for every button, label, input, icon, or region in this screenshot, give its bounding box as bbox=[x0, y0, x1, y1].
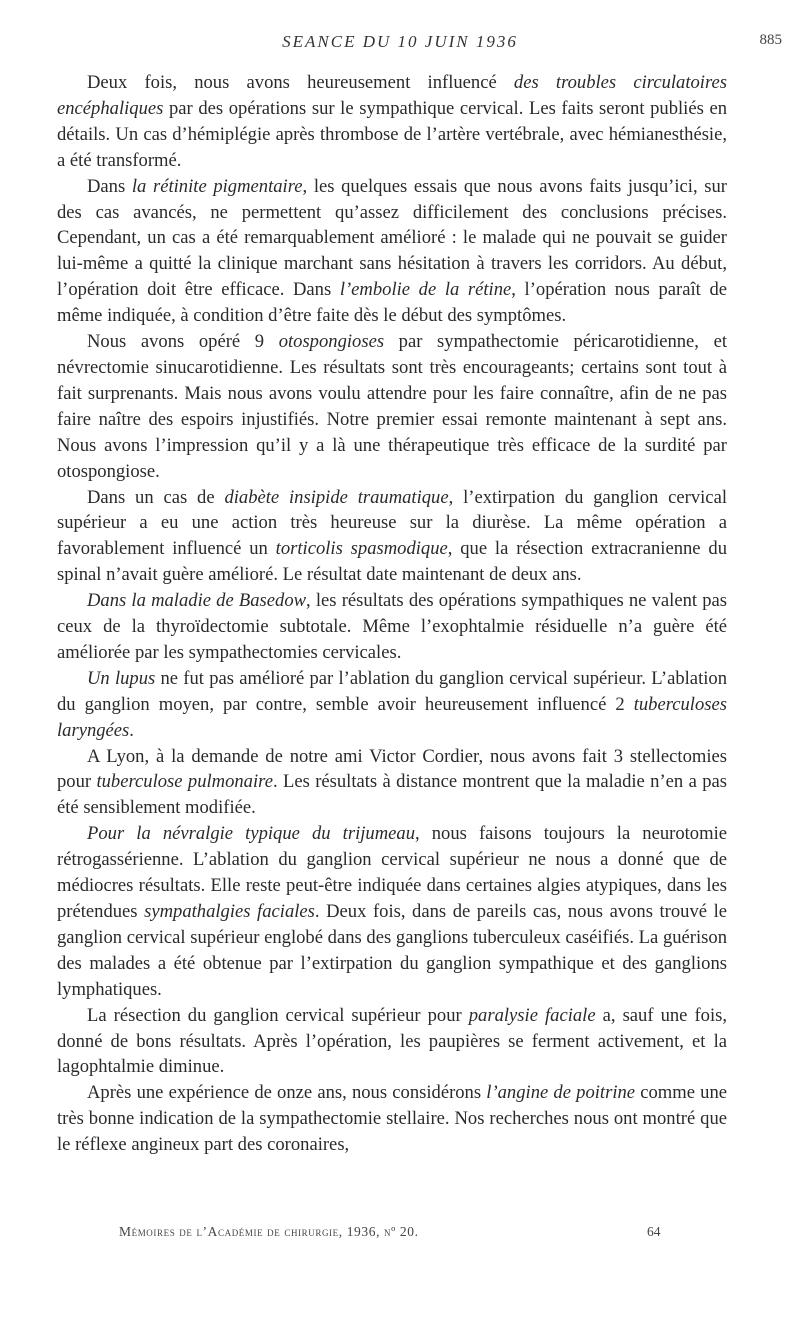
paragraph bbox=[57, 588, 727, 666]
text-run: . Les résultats à distance montrent que la maladie n’en a pas été sensiblement modifiée. bbox=[57, 771, 727, 819]
italic-term: tuberculose pulmonaire bbox=[96, 771, 273, 793]
italic-term: Un lupus bbox=[87, 667, 156, 689]
text-run: . bbox=[129, 719, 134, 741]
paragraph bbox=[57, 1003, 727, 1081]
text-run: , les résultats des opérations sympathiques ne valent pas ceux de la thyroïdectomie subtotale. Même l’exophtalmie résiduelle n’a guère été améliorée par les sympathectomies cervicales. bbox=[57, 590, 727, 663]
text-run: ne fut pas amélioré par l’ablation du ganglion cervical supérieur. L’ablation du ganglion moyen, par contre, semble avoir heureusement influencé 2 bbox=[57, 667, 727, 715]
italic-term: paralysie faciale bbox=[468, 1004, 596, 1026]
paragraph bbox=[57, 666, 727, 744]
text-run: Après une expérience de onze ans, nous considérons bbox=[87, 1082, 487, 1104]
text-run: La résection du ganglion cervical supérieur pour bbox=[87, 1004, 469, 1026]
text-run: comme une très bonne indication de la sympathectomie stellaire. Nos recherches nous ont montré que le réflexe angineux part des coronaires, bbox=[57, 1082, 727, 1156]
italic-term: des troubles circulatoires encéphaliques bbox=[57, 72, 727, 119]
running-head bbox=[0, 32, 800, 56]
text-run: , l’opération nous paraît de même indiquée, à condition d’être faite dès le début des symptômes. bbox=[57, 279, 727, 327]
footer-journal-citation: Mémoires de l’Académie de chirurgie, 1936, nº 20. bbox=[119, 1224, 419, 1239]
paragraph bbox=[57, 1080, 727, 1158]
text-run: par des opérations sur le sympathique cervical. Les faits seront publiés en détails. Un cas d’hémiplégie après thrombose de l’artère vertébrale, avec hémianesthésie, a été transformé. bbox=[57, 97, 727, 171]
paragraph bbox=[57, 174, 727, 329]
paragraph bbox=[57, 329, 727, 484]
footer-sheet-number: 64 bbox=[647, 1224, 661, 1239]
italic-term: torticolis spasmodique bbox=[275, 538, 448, 560]
text-run: . Deux fois, dans de pareils cas, nous avons trouvé le ganglion cervical supérieur englobé dans des ganglions tuberculeux caséifiés. La guérison des malades a été obtenue par l’extirpation du ganglion sympathique et des ganglions lymphatiques. bbox=[57, 901, 727, 1000]
running-title: SEANCE DU 10 JUIN 1936 bbox=[282, 32, 518, 51]
italic-term: sympathalgies faciales bbox=[144, 901, 315, 922]
body-text bbox=[57, 70, 727, 1158]
text-run: Nous avons opéré 9 bbox=[87, 331, 279, 353]
italic-term: Pour la névralgie typique du trijumeau bbox=[87, 823, 415, 845]
text-run: , l’extirpation du ganglion cervical supérieur a eu une action très heureuse sur la diurèse. La même opération a favorablement influencé un bbox=[57, 486, 727, 560]
text-run: A Lyon, à la demande de notre ami Victor Cordier, nous avons fait 3 stellectomies pour bbox=[57, 745, 727, 793]
italic-term: diabète insipide traumatique bbox=[224, 486, 449, 508]
paragraph bbox=[57, 70, 727, 174]
text-run: Dans un cas de bbox=[87, 486, 225, 508]
italic-term: otospongioses bbox=[278, 331, 385, 353]
text-run: a, sauf une fois, donné de bons résultats. Après l’opération, les paupières se ferment activement, et la lagophtalmie diminue. bbox=[57, 1004, 728, 1078]
italic-term: la rétinite pigmentaire bbox=[131, 175, 303, 197]
paragraph bbox=[57, 821, 727, 1002]
italic-term: Dans la maladie de Basedow bbox=[87, 590, 307, 612]
paragraph bbox=[57, 744, 727, 822]
page-number: 885 bbox=[759, 32, 782, 48]
page-footer bbox=[0, 1224, 800, 1248]
text-run: Deux fois, nous avons heureusement influencé bbox=[87, 72, 514, 93]
italic-term: l’angine de poitrine bbox=[486, 1082, 636, 1104]
italic-term: tuberculoses laryngées bbox=[57, 693, 727, 741]
text-run: , nous faisons toujours la neurotomie rétrogassérienne. L’ablation du ganglion cervical supérieur ne nous a donné que de médiocres résultats. Elle reste peut-être indiquée dans certaines algies atypiques, dans les prétendues bbox=[57, 823, 727, 922]
text-run: , les quelques essais que nous avons faits jusqu’ici, sur des cas avancés, ne permettent qu’assez difficilement des conclusions précises. Cependant, un cas a été remarquablement amélioré : le malade qui ne pouvait se guider lui-même a quitté la clinique marchant sans hésitation à travers les corridors. Au début, l’opération doit être efficace. Dans bbox=[57, 175, 727, 301]
italic-term: l’embolie de la rétine bbox=[339, 279, 512, 301]
text-run: Dans bbox=[87, 175, 132, 197]
paragraph bbox=[57, 485, 727, 589]
text-run: par sympathectomie péricarotidienne, et névrectomie sinucarotidienne. Les résultats sont très encourageants; certains sont tout à fait surprenants. Mais nous avons voulu attendre pour les faire connaître, afin de ne pas faire naître des espoirs injustifiés. Notre premier essai remonte maintenant à sept ans. Nous avons l’impression qu’il y a là une thérapeutique très efficace de la surdité par otospongiose. bbox=[57, 331, 727, 482]
text-run: , que la résection extracranienne du spinal n’avait guère amélioré. Le résultat date maintenant de deux ans. bbox=[57, 538, 727, 586]
